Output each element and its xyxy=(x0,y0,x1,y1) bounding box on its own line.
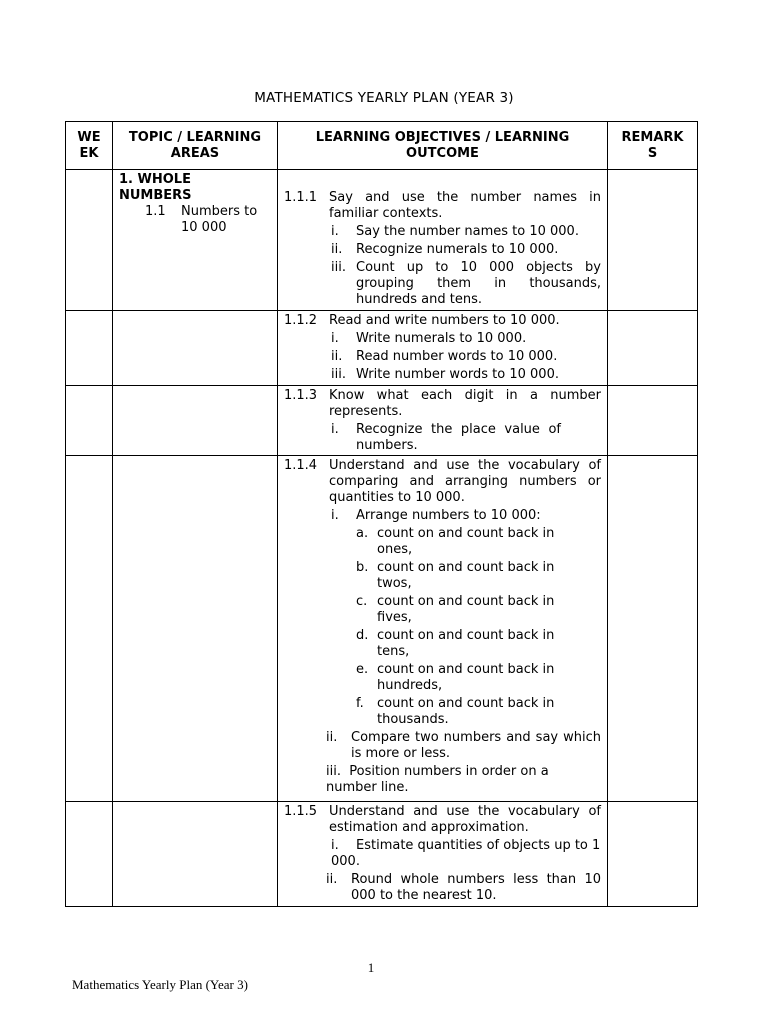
outcome-item: ii. Compare two numbers and say which is more or less. xyxy=(326,730,601,761)
outcome-item: ii. Recognize numerals to 10 000. xyxy=(331,242,559,257)
outcome-item: i. Say the number names to 10 000. xyxy=(331,224,579,239)
table-row xyxy=(66,311,698,386)
outcome-item: ii. Read number words to 10 000. xyxy=(331,349,558,364)
outcome-subitem: f. count on and count back in thousands. xyxy=(356,696,555,727)
table-row xyxy=(66,170,698,311)
outcome-subitem: a. count on and count back in ones, xyxy=(356,526,555,557)
objective-line: 1.1.1 Say and use the number names in familiar contexts. xyxy=(284,190,601,221)
header-remarks: REMARK S xyxy=(608,122,698,170)
outcome-subitem: c. count on and count back in fives, xyxy=(356,594,555,625)
topic-cell xyxy=(113,456,278,802)
outcome-item: iii. Position numbers in order on a number line. xyxy=(326,764,549,795)
table-row xyxy=(66,456,698,802)
outcome-item: i. Recognize the place value of numbers. xyxy=(331,422,561,453)
outcome-subitem: b. count on and count back in twos, xyxy=(356,560,555,591)
week-cell xyxy=(66,311,113,386)
outcome-item: iii. Write number words to 10 000. xyxy=(331,367,559,382)
objectives-cell xyxy=(278,386,608,456)
header-objectives: LEARNING OBJECTIVES / LEARNING OUTCOME xyxy=(278,122,608,170)
page-number: 1 xyxy=(367,960,375,975)
objective-line: 1.1.5 Understand and use the vocabulary of estimation and approximation. xyxy=(284,804,601,835)
topic-cell xyxy=(113,311,278,386)
outcome-subitem: d. count on and count back in tens, xyxy=(356,628,555,659)
page-footer: Mathematics Yearly Plan (Year 3) xyxy=(72,977,248,992)
topic-cell xyxy=(113,170,278,311)
remarks-cell xyxy=(608,311,698,386)
table-header-row xyxy=(66,122,698,170)
objective-line: 1.1.3 Know what each digit in a number represents. xyxy=(284,388,601,419)
objectives-cell xyxy=(278,170,608,311)
topic-cell xyxy=(113,802,278,907)
outcome-item: i. Arrange numbers to 10 000: xyxy=(331,508,541,523)
week-cell xyxy=(66,386,113,456)
objective-line: 1.1.2 Read and write numbers to 10 000. xyxy=(284,313,560,328)
outcome-item: ii. Round whole numbers less than 10 000 to the nearest 10. xyxy=(326,872,601,903)
remarks-cell xyxy=(608,170,698,311)
outcome-subitem: e. count on and count back in hundreds, xyxy=(356,662,555,693)
table-row xyxy=(66,802,698,907)
week-cell xyxy=(66,802,113,907)
topic-heading: 1. WHOLE NUMBERS xyxy=(119,172,192,203)
document-title: MATHEMATICS YEARLY PLAN (YEAR 3) xyxy=(254,90,514,106)
outcome-item: iii. Count up to 10 000 objects by grouping them in thousands, hundreds and tens. xyxy=(331,260,601,307)
outcome-item: i. Write numerals to 10 000. xyxy=(331,331,527,346)
week-cell xyxy=(66,170,113,311)
yearly-plan-table xyxy=(65,121,698,907)
remarks-cell xyxy=(608,386,698,456)
week-cell xyxy=(66,456,113,802)
objective-line: 1.1.4 Understand and use the vocabulary of comparing and arranging numbers or quantities to 10 000. xyxy=(284,458,601,505)
topic-cell xyxy=(113,386,278,456)
remarks-cell xyxy=(608,456,698,802)
remarks-cell xyxy=(608,802,698,907)
outcome-item: i. Estimate quantities of objects up to 1 000. xyxy=(331,838,601,869)
header-topic: TOPIC / LEARNING AREAS xyxy=(113,122,278,170)
header-week: WE EK xyxy=(66,122,113,170)
topic-subtopic: 1.1 Numbers to 10 000 xyxy=(145,204,258,235)
objectives-cell xyxy=(278,311,608,386)
objectives-cell xyxy=(278,456,608,802)
objectives-cell xyxy=(278,802,608,907)
table-row xyxy=(66,386,698,456)
